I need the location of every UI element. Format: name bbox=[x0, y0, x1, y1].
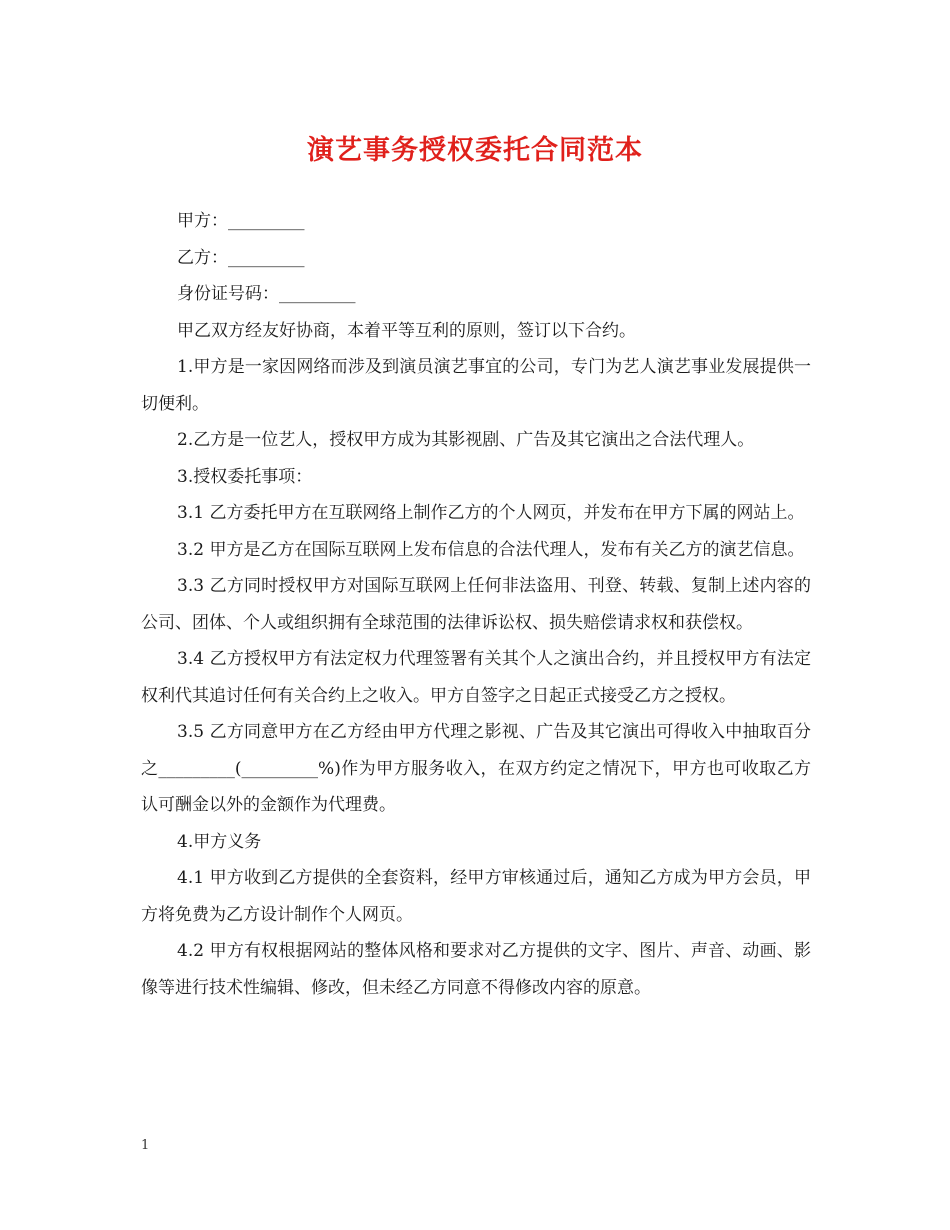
paragraph-clause-3-1: 3.1 乙方委托甲方在互联网络上制作乙方的个人网页，并发布在甲方下属的网站上。 bbox=[177, 503, 805, 523]
paragraph-party-b: 乙方：_________ bbox=[177, 247, 305, 268]
paragraph-clause-2: 2.乙方是一位艺人，授权甲方成为其影视剧、广告及其它演出之合法代理人。 bbox=[177, 430, 755, 450]
paragraph-clause-3-4: 3.4 乙方授权甲方有法定权力代理签署有关其个人之演出合约，并且授权甲方有法定权利代其追讨任何有关合约上之收入。甲方自签字之日起正式接受乙方之授权。 bbox=[141, 649, 811, 706]
paragraph-clause-4: 4.甲方义务 bbox=[177, 831, 262, 852]
document-title: 演艺事务授权委托合同范本 bbox=[307, 135, 643, 166]
paragraph-clause-4-1: 4.1 甲方收到乙方提供的全套资料，经甲方审核通过后，通知乙方成为甲方会员，甲方将免费为乙方设计制作个人网页。 bbox=[141, 868, 811, 925]
paragraph-clause-3-2: 3.2 甲方是乙方在国际互联网上发布信息的合法代理人，发布有关乙方的演艺信息。 bbox=[177, 539, 805, 560]
paragraph-clause-3-5: 3.5 乙方同意甲方在乙方经由甲方代理之影视、广告及其它演出可得收入中抽取百分之_________(_________%)作为甲方服务收入，在双方约定之情况下，甲方也可收取乙方认可酬金以外的金额作为代理费。 bbox=[141, 722, 811, 815]
paragraph-preamble: 甲乙双方经友好协商，本着平等互利的原则，签订以下合约。 bbox=[177, 320, 636, 341]
document-body bbox=[141, 203, 811, 1006]
paragraph-party-a: 甲方：_________ bbox=[177, 211, 305, 231]
paragraph-clause-3-3: 3.3 乙方同时授权甲方对国际互联网上任何非法盗用、刊登、转载、复制上述内容的公司、团体、个人或组织拥有全球范围的法律诉讼权、损失赔偿请求权和获偿权。 bbox=[141, 576, 811, 633]
paragraph-clause-1: 1.甲方是一家因网络而涉及到演员演艺事宜的公司，专门为艺人演艺事业发展提供一切便利。 bbox=[141, 357, 811, 414]
paragraph-clause-3: 3.授权委托事项： bbox=[177, 466, 313, 487]
paragraph-clause-4-2: 4.2 甲方有权根据网站的整体风格和要求对乙方提供的文字、图片、声音、动画、影像等进行技术性编辑、修改，但未经乙方同意不得修改内容的原意。 bbox=[141, 941, 811, 998]
page-number: 1 bbox=[141, 1138, 150, 1153]
paragraph-id-number: 身份证号码：_________ bbox=[177, 284, 356, 304]
